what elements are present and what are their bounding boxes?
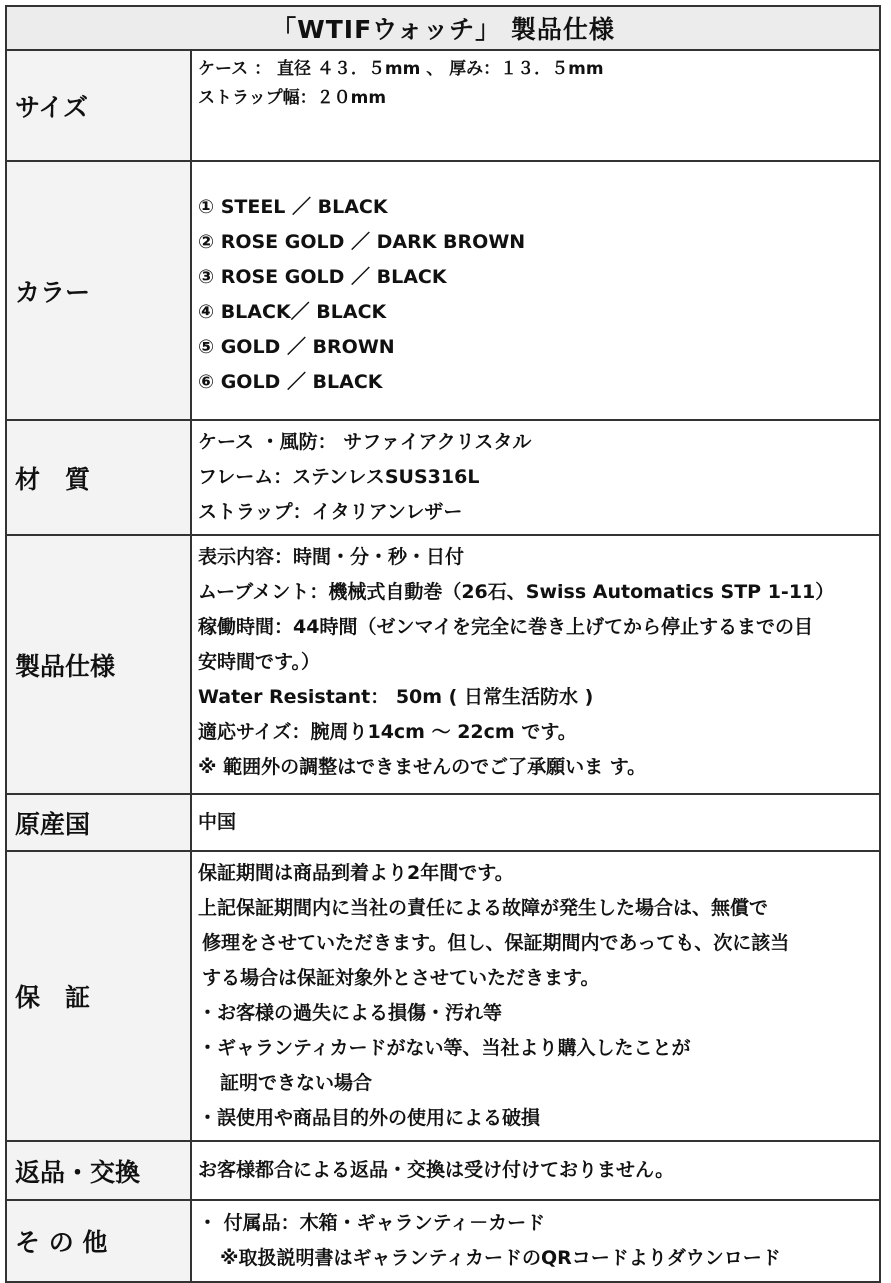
spec-line: ムーブメント：機械式自動巻（26石、Swiss Automatics STP 1-11） bbox=[198, 581, 835, 603]
content-material bbox=[191, 420, 880, 535]
row-origin bbox=[6, 794, 880, 851]
warranty-exclusion: ・誤使用や商品目的外の使用による破損 bbox=[198, 1107, 541, 1129]
spec-line: ※ 範囲外の調整はできませんのでご了承願いま す。 bbox=[198, 756, 647, 778]
label-size: サイズ bbox=[6, 50, 191, 161]
other-manual-note: ※取扱説明書はギャランティカードのQRコードよりダウンロード bbox=[220, 1247, 781, 1269]
row-size bbox=[6, 50, 880, 161]
content-return bbox=[191, 1141, 880, 1200]
spec-sheet bbox=[5, 5, 881, 1283]
size-case: ケース ： 直径 ４３．５mm 、 厚み：１３．５mm bbox=[198, 59, 604, 79]
material-line: ストラップ：イタリアンレザー bbox=[198, 501, 463, 523]
warranty-exclusion: ・お客様の過失による損傷・汚れ等 bbox=[198, 1002, 503, 1024]
color-option: ⑥ GOLD ／ BLACK bbox=[198, 371, 383, 393]
row-material bbox=[6, 420, 880, 535]
return-value: お客様都合による返品・交換は受け付けておりません。 bbox=[198, 1159, 675, 1181]
spec-line: 表示内容：時間・分・秒・日付 bbox=[198, 546, 465, 568]
label-warranty: 保 証 bbox=[6, 851, 191, 1141]
content-spec bbox=[191, 535, 880, 794]
content-other bbox=[191, 1200, 880, 1282]
origin-value: 中国 bbox=[198, 811, 237, 833]
row-return bbox=[6, 1141, 880, 1200]
row-warranty bbox=[6, 851, 880, 1141]
warranty-line: 修理をさせていただきます。但し、保証期間内であっても、次に該当 bbox=[202, 932, 790, 954]
warranty-exclusion: ・ギャランティカードがない等、当社より購入したことが bbox=[198, 1037, 691, 1059]
spec-title: 「WTIFウォッチ」 製品仕様 bbox=[5, 5, 881, 49]
other-accessories: ・ 付属品：木箱・ギャランティ－カード bbox=[198, 1212, 546, 1234]
content-size bbox=[191, 50, 880, 161]
label-color: カラー bbox=[6, 161, 191, 420]
row-color bbox=[6, 161, 880, 420]
material-line: フレーム：ステンレスSUS316L bbox=[198, 466, 480, 488]
color-option: ① STEEL ／ BLACK bbox=[198, 196, 388, 218]
spec-line: Water Resistant： 50m ( 日常生活防水 ) bbox=[198, 686, 594, 708]
warranty-exclusion-cont: 証明できない場合 bbox=[220, 1072, 373, 1094]
warranty-line: 保証期間は商品到着より2年間です。 bbox=[198, 862, 514, 884]
color-option: ④ BLACK／ BLACK bbox=[198, 301, 387, 323]
content-warranty bbox=[191, 851, 880, 1141]
spec-line: 適応サイズ：腕周り14cm ～ 22cm です。 bbox=[198, 721, 577, 743]
label-material: 材 質 bbox=[6, 420, 191, 535]
spec-line: 安時間です。） bbox=[198, 651, 320, 673]
color-option: ② ROSE GOLD ／ DARK BROWN bbox=[198, 231, 526, 253]
spec-line: 稼働時間：44時間（ゼンマイを完全に巻き上げてから停止するまでの目 bbox=[198, 616, 814, 638]
warranty-line: 上記保証期間内に当社の責任による故障が発生した場合は、無償で bbox=[198, 897, 769, 919]
label-other: そ の 他 bbox=[6, 1200, 191, 1282]
material-line: ケース ・風防： サファイアクリスタル bbox=[198, 431, 532, 453]
spec-table bbox=[5, 49, 881, 1283]
label-return: 返品・交換 bbox=[6, 1141, 191, 1200]
label-spec: 製品仕様 bbox=[6, 535, 191, 794]
row-other bbox=[6, 1200, 880, 1282]
content-color bbox=[191, 161, 880, 420]
row-spec bbox=[6, 535, 880, 794]
color-option: ⑤ GOLD ／ BROWN bbox=[198, 336, 395, 358]
label-origin: 原産国 bbox=[6, 794, 191, 851]
warranty-line: する場合は保証対象外とさせていただきます。 bbox=[202, 967, 600, 989]
size-strap: ストラップ幅：２０mm bbox=[198, 88, 387, 108]
color-option: ③ ROSE GOLD ／ BLACK bbox=[198, 266, 447, 288]
content-origin bbox=[191, 794, 880, 851]
